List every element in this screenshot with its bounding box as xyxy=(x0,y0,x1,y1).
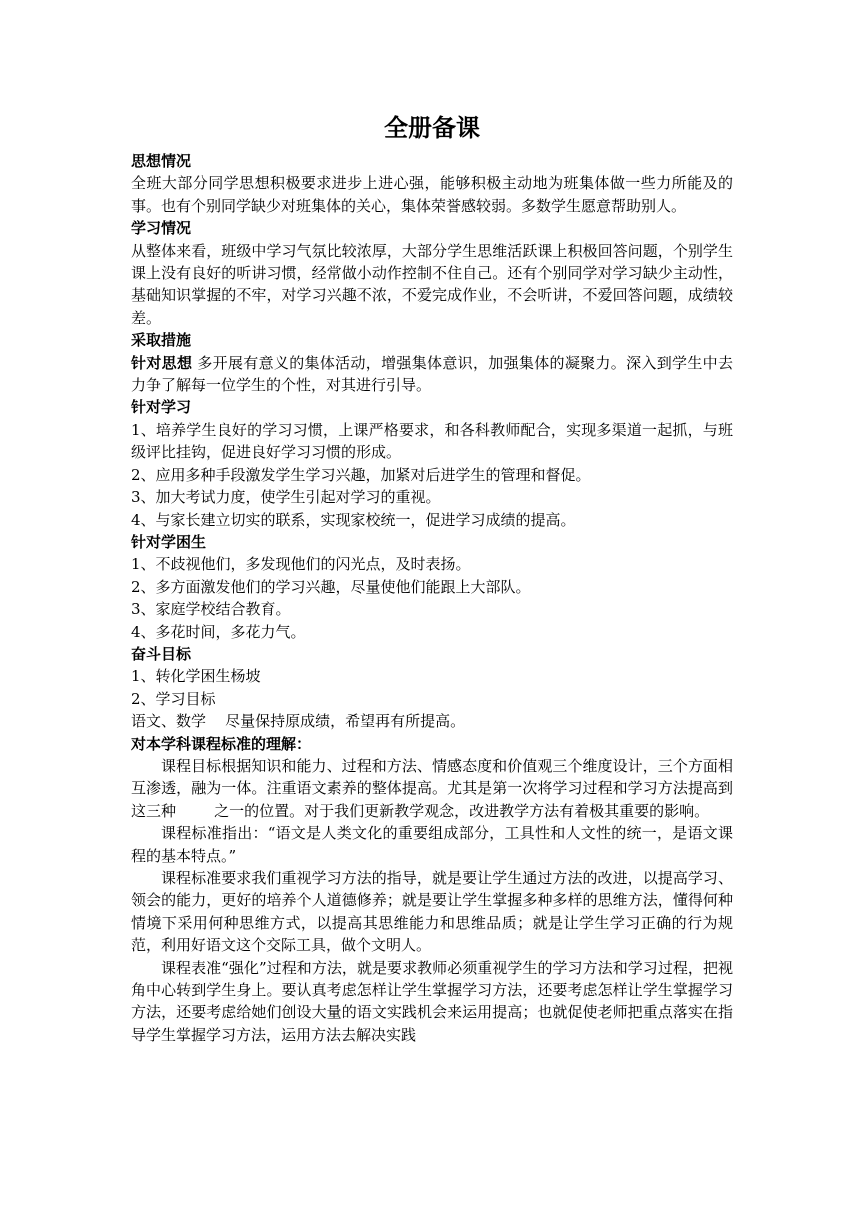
section-heading-curriculum-standard: 对本学科课程标准的理解： xyxy=(131,734,312,753)
measures-thought-lead: 针对思想 xyxy=(131,353,193,372)
list-item: 1、不歧视他们，多发现他们的闪光点，及时表扬。 xyxy=(131,555,471,574)
list-item: 3、家庭学校结合教育。 xyxy=(131,600,291,619)
section-heading-measures: 采取措施 xyxy=(131,331,192,350)
section-heading-struggling-students: 针对学困生 xyxy=(131,532,207,551)
list-item: 4、与家长建立切实的联系，实现家校统一，促进学习成绩的提高。 xyxy=(131,510,576,529)
paragraph-curriculum: 课程表准“强化”过程和方法，就是要求教师必须重视学生的学习方法和学习过程，把视角中心转到学生身上。要认真考虑怎样让学生掌握学习方法，还要考虑怎样让学生掌握学习方法，还要考虑给她们创设大量的语文实践机会来运用提高；也就促使老师把重点落实在指导学生掌握学习方法，运用方法去解决实践 xyxy=(131,958,733,1044)
document-title: 全册备课 xyxy=(384,113,480,142)
list-item: 4、多花时间，多花力气。 xyxy=(131,622,306,641)
paragraph-curriculum: 课程标准要求我们重视学习方法的指导，就是要让学生通过方法的改进，以提高学习、领会的能力，更好的培养个人道德修养；就是要让学生掌握多种多样的思维方法，懂得何种情境下采用何种思维方式，以提高其思维能力和思维品质；就是让学生学习正确的行为规范，利用好语文这个交际工具，做个文明人。 xyxy=(131,869,733,955)
paragraph-measures-thought xyxy=(131,352,733,397)
paragraph-curriculum: 课程标准指出：“语文是人类文化的重要组成部分，工具性和人文性的统一，是语文课程的基本特点。” xyxy=(131,824,733,865)
paragraph-thought: 全班大部分同学思想积极要求进步上进心强，能够积极主动地为班集体做一些力所能及的事。也有个别同学缺少对班集体的关心，集体荣誉感较弱。多数学生愿意帮助别人。 xyxy=(131,174,733,215)
section-heading-thought: 思想情况 xyxy=(131,152,192,170)
list-item: 2、应用多种手段激发学生学习兴趣，加紧对后进学生的管理和督促。 xyxy=(131,465,591,484)
list-item: 2、多方面激发他们的学习兴趣，尽量使他们能跟上大部队。 xyxy=(131,577,531,596)
list-item: 2、学习目标 xyxy=(131,689,216,708)
section-heading-goals: 奋斗目标 xyxy=(131,644,192,663)
paragraph-study: 从整体来看，班级中学习气氛比较浓厚，大部分学生思维活跃课上积极回答问题，个别学生课上没有良好的听讲习惯，经常做小动作控制不住自己。还有个别同学对学习缺少主动性，基础知识掌握的不牢，对学习兴趣不浓，不爱完成作业，不会听讲，不爱回答问题，成绩较差。 xyxy=(131,241,733,327)
section-heading-study: 学习情况 xyxy=(131,219,192,238)
paragraph-curriculum: 课程目标根据知识和能力、过程和方法、情感态度和价值观三个维度设计，三个方面相互渗透，融为一体。注重语文素养的整体提高。尤其是第一次将学习过程和学习方法提高到这三种 之一的位置。对于我们更新教学观念，改进教学方法有着极其重要的影响。 xyxy=(131,756,733,820)
list-item: 语文、数学 尽量保持原成绩，希望再有所提高。 xyxy=(131,712,466,731)
measures-thought-body: 多开展有意义的集体活动，增强集体意识，加强集体的凝聚力。深入到学生中去力争了解每一位学生的个性，对其进行引导。 xyxy=(131,353,733,395)
document-body xyxy=(131,110,733,1046)
list-item: 3、加大考试力度，使学生引起对学习的重视。 xyxy=(131,488,441,507)
list-item: 1、转化学困生杨坡 xyxy=(131,667,261,686)
list-item: 1、培养学生良好的学习习惯，上课严格要求，和各科教师配合，实现多渠道一起抓，与班级评比挂钩，促进良好学习习惯的形成。 xyxy=(131,420,733,462)
section-heading-for-study: 针对学习 xyxy=(131,398,192,417)
